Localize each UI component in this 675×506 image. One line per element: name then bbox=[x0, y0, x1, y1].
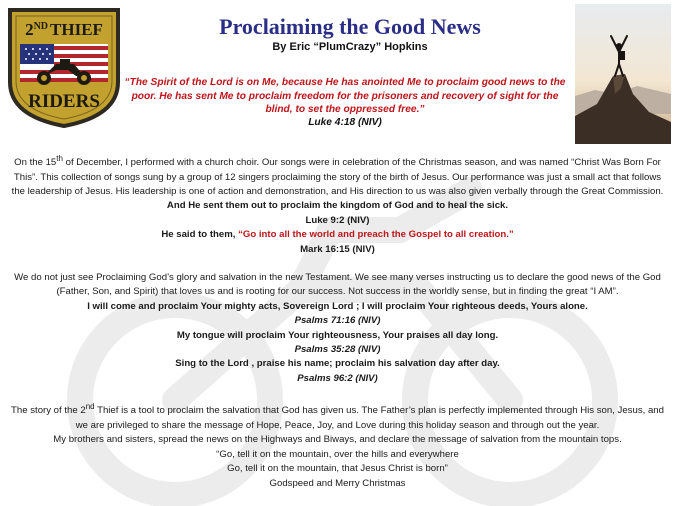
club-logo bbox=[4, 4, 124, 130]
author-byline: By Eric “PlumCrazy” Hopkins bbox=[272, 41, 428, 53]
paragraph-second-thief: The story of the 2nd Thief is a tool to proclaim the salvation that God has given us. The Father’s plan is perfectly implemented through His son, Jesus, and we are privileged to share the message of Hope, Peace, Joy, and Love during this holiday season and through out the year. bbox=[11, 402, 664, 431]
verse-psalms-35-28: My tongue will proclaim Your righteousness, Your praises all day long. bbox=[176, 329, 499, 341]
intro-scripture-quote: “The Spirit of the Lord is on Me, because He has anointed Me to proclaim good news to the poor. He has sent Me to proclaim freedom for the prisoners and recovery of sight for the blind, to set the oppressed free.” bbox=[124, 77, 566, 115]
verse-reference: Psalms 71:16 (NIV) bbox=[294, 315, 381, 327]
closing-line: Godspeed and Merry Christmas bbox=[269, 477, 406, 489]
verse-mark-16-15: He said to them, “Go into all the world and preach the Gospel to all creation.” bbox=[161, 229, 514, 241]
paragraph-choir: On the 15th of December, I performed with a church choir. Our songs were in celebration of the Christmas season, and was named “Christ Was Born For This”. This collection of songs sung by a group of 12 singers proclaiming the story of the birth of Jesus. Our performance was just a small act that follows the leadership of Jesus. His leadership is one of action and demonstration, and His direction to us was also given verbally through the Great Commission. bbox=[11, 154, 664, 197]
svg-text:2NDTHIEF: 2ND THIEF bbox=[25, 20, 103, 39]
article-body bbox=[6, 152, 669, 491]
verse-psalms-71-16: I will come and proclaim Your mighty acts, Sovereign Lord ; I will proclaim Your righteous deeds, Yours alone. bbox=[87, 300, 588, 312]
page-title: Proclaiming the Good News bbox=[219, 14, 481, 39]
verse-reference: Luke 9:2 (NIV) bbox=[305, 214, 370, 226]
verse-reference: Mark 16:15 (NIV) bbox=[300, 243, 375, 255]
verse-psalms-96-2: Sing to the Lord , praise his name; proclaim his salvation day after day. bbox=[175, 358, 500, 370]
verse-reference: Psalms 96:2 (NIV) bbox=[297, 372, 378, 384]
mountain-summit-photo bbox=[575, 4, 671, 144]
song-line-2: Go, tell it on the mountain, that Jesus Christ is born” bbox=[227, 463, 448, 475]
paragraph-spread-news: My brothers and sisters, spread the news on the Highways and Biways, and declare the message of salvation from the mountain tops. bbox=[53, 434, 622, 446]
verse-reference: Psalms 35:28 (NIV) bbox=[294, 344, 381, 356]
song-line-1: “Go, tell it on the mountain, over the hills and everywhere bbox=[216, 448, 459, 460]
verse-luke-9-2: And He sent them out to proclaim the kingdom of God and to heal the sick. bbox=[166, 200, 509, 212]
intro-scripture-reference: Luke 4:18 (NIV) bbox=[308, 117, 382, 128]
svg-text:RIDERS: RIDERS bbox=[28, 91, 100, 112]
paragraph-old-testament: We do not just see Proclaiming God’s glory and salvation in the new Testament. We see many verses instructing us to declare the good news of the God (Father, Son, and Spirit) that loves us and is rooting for our success. Not success in the worldly sense, but in finding the great “I AM”. bbox=[14, 272, 661, 298]
